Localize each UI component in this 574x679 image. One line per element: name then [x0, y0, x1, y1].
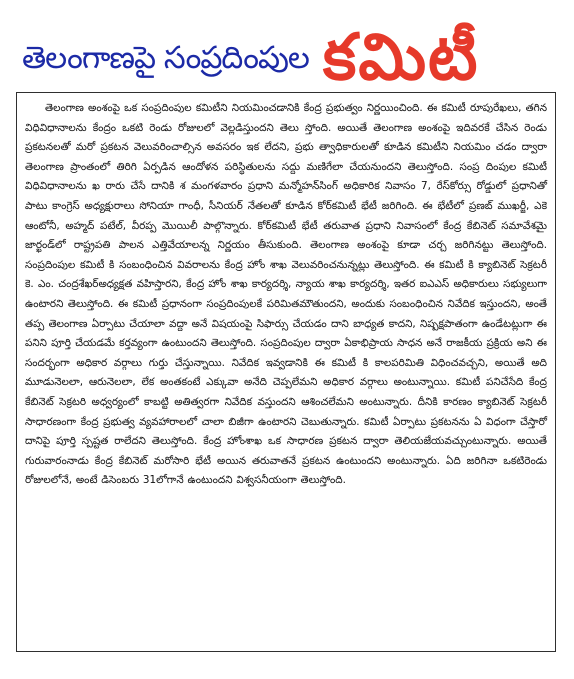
headline: [22, 18, 562, 98]
headline-part-2: కమిటీ: [322, 21, 480, 95]
article-body: తెలంగాణ అంశంపై ఒక సంప్రదింపుల కమిటీని నియమించడానికి కేంద్ర ప్రభుత్వం నిర్ణయించింది. ఈ కమిటీ రూపురేఖలు, తగిన విధివిధానాలను కేంద్రం ఒకటి రెండు రోజులలో వెల్లడిస్తుందని తెలు స్తోంది. అయితే తెలంగాణ అంశంపై ఇదివరకే చేసిన రెండు ప్రకటనలతో మరో ప్రకటన వెలువరించాల్సిన అవసరం ఇక లేదని, ప్రభు త్వాధికారులతో కూడిన కమిటీని నియమిం చడం ద్వారా తెలంగాణ ప్రాంతంలో తిరిగి ఏర్పడిన ఆందోళన పరిస్థితులను సద్దు మణిగేలా చేయనుందని తెలుస్తోంది. సంప్ర దింపుల కమిటీ విధివిధానాలను ఖ రారు చేసే దానికి శ మంగళవారం ప్రధాని మన్మోహన్‌సింగ్ అధికారిక నివాసం 7, రేస్‌కోర్సు రోడ్డులో ప్రధానితో పాటు కాంగ్రెస్ అధ్యక్షురాలు సోనియా గాంధీ, సీనియర్ నేతలతో కూడిన కోర్‌కమిటీ భేటీ జరిగింది. ఈ భేటీలో ప్రణబ్ ముఖర్జీ, ఎకె ఆంటోనీ, అహ్మద్ పటేల్, వీరప్ప మొయిలీ పాల్గొన్నారు. కోర్‌కమిటీ భేటీ తరువాత ప్రధాని నివాసంలో కేంద్ర కేబినెట్ సమావేశమై జార్ఖండ్‌లో రాష్ట్రపతి పాలన ఎత్తివేయాలన్న నిర్ణయం తీసుకుంది. తెలంగాణ అంశంపై కూడా చర్చ జరిగినట్టు తెలుస్తోంది. సంప్రదింపుల కమిటీ కి సంబంధించిన వివరాలను కేంద్ర హోం శాఖ వెలువరించనున్నట్లు తెలుస్తోంది. ఈ కమిటీ కి క్యాబినెట్ సెక్రటరీ కె. ఎం. చంద్రశేఖర్‌అధ్యక్షత వహిస్తారని, కేంద్ర హోం శాఖ కార్యదర్శి, న్యాయ శాఖ కార్యదర్శి, ఇతర ఐఎఎస్ అధికారులు సభ్యులుగా ఉంటారని తెలుస్తోంది. ఈ కమిటీ ప్రధానంగా సంప్రదింపులకే పరిమితమౌతుందని, అందుకు సంబంధించిన నివేదిక ఇస్తుందని, అంతే తప్ప తెలంగాణ ఏర్పాటు చేయాలా వద్దా అనే విషయంపై సిఫార్సు చేయడం దాని బాధ్యత కాదని, నిష్పక్షపాతంగా ఉండేటట్లుగా ఈ పనిని పూర్తి చేయడమే కర్తవ్యంగా ఉంటుందని తెలుస్తోంది. సంప్రదింపుల ద్వారా ఏకాభిప్రాయ సాధన అనే రాజకీయ ప్రక్రియ అని ఈ సందర్భంగా అధికార వర్గాలు గుర్తు చేస్తున్నాయి. నివేదిక ఇవ్వడానికి ఈ కమిటీ కి కాలపరిమితి విధించవచ్చని, అయితే అది మూడునెలలా, ఆరునెలలా, లేక అంతకంటే ఎక్కువా అనేది చెప్పలేమని అధికార వర్గాలు అంటున్నాయి. కమిటీ పనిచేసేది కేంద్ర కేబినెట్ సెక్రటరి అధ్వర్యంలో కాబట్టి అతిత్వరగా నివేదిక వస్తుందని ఆశించలేమని అంటున్నారు. దీనికి కారణం క్యాబినెట్ సెక్రటరీ సాధారణంగా కేంద్ర ప్రభుత్వ వ్యవహారాలలో చాలా బిజీగా ఉంటారని చెబుతున్నారు. కమిటీ ఏర్పాటు ప్రకటనను ఏ విధంగా చేస్తారో దానిపై పూర్తి స్పష్టత రాలేదని తెలుస్తోంది. కేంద్ర హోంశాఖ ఒక సాధారణ ప్రకటన ద్వారా తెలియజేయవచ్చుంటున్నారు. అయితే గురువారంనాడు కేంద్ర కేబినెట్ మరోసారి భేటీ అయిన తరువాతనే ప్రకటన ఉంటుందని అంటున్నారు. ఏది జరిగినా ఒకటిరెండు రోజులలోనే, అంటే డిసెంబరు 31లోగానే ఉంటుందని విశ్వసనీయంగా తెలుస్తోంది.: [25, 102, 547, 487]
headline-part-1: తెలంగాణపై సంప్రదింపుల: [22, 40, 309, 76]
article-box: [16, 92, 556, 652]
